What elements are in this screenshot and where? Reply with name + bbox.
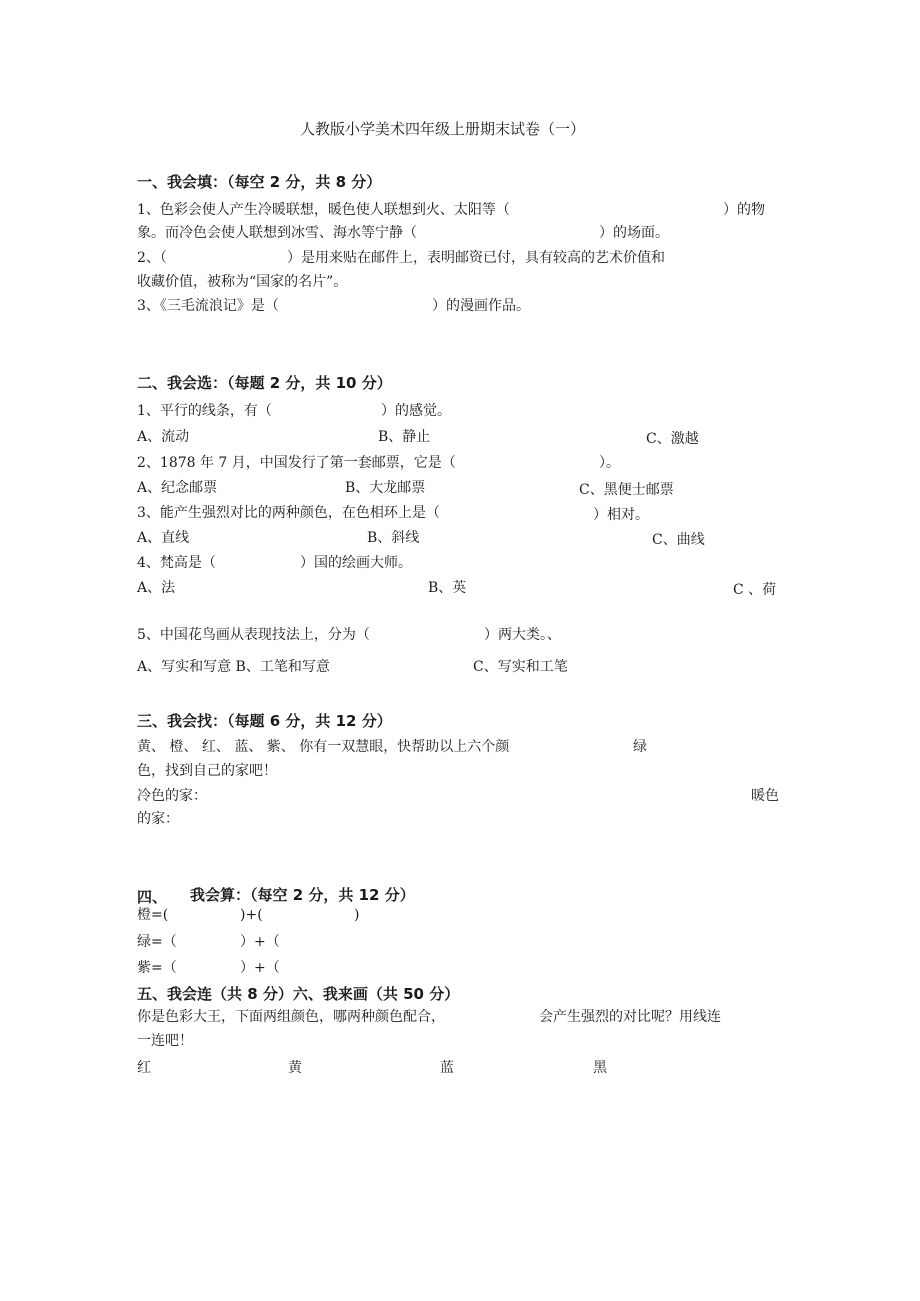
section-3-heading: 三、我会找：（每题 6 分，共 12 分） bbox=[137, 712, 392, 730]
s2-q2-option-b: B、大龙邮票 bbox=[345, 480, 426, 496]
page-title: 人教版小学美术四年级上册期末试卷（一） bbox=[300, 120, 586, 138]
s2-q1-stem-b: ）的感觉。 bbox=[381, 403, 451, 419]
color-yellow: 黄 bbox=[288, 1060, 302, 1076]
s2-q3-option-c: C、曲线 bbox=[652, 532, 705, 548]
s3-line-2: 色，找到自己的家吧！ bbox=[137, 763, 277, 779]
s2-q3-stem-a: 3、能产生强烈对比的两种颜色，在色相环上是（ bbox=[137, 505, 440, 521]
s5-line-2: 一连吧！ bbox=[137, 1033, 193, 1049]
s2-q2-option-a: A、纪念邮票 bbox=[137, 480, 218, 496]
s2-q5-option-c: C、写实和工笔 bbox=[473, 659, 568, 675]
s2-q4-option-c: C 、荷 bbox=[733, 582, 777, 598]
s2-q3-option-b: B、斜线 bbox=[367, 530, 420, 546]
s3-line-3b: 暖色 bbox=[751, 788, 779, 804]
s2-q1-stem-a: 1、平行的线条，有（ bbox=[137, 403, 272, 419]
s2-q1-option-c: C、激越 bbox=[646, 431, 699, 447]
s4-line-2a: 绿=（ bbox=[137, 934, 177, 950]
s3-line-4: 的家： bbox=[137, 811, 179, 827]
s1-line-5a: 3、《三毛流浪记》是（ bbox=[137, 298, 279, 314]
s1-line-3a: 2、（ bbox=[137, 250, 167, 266]
s2-q4-option-a: A、法 bbox=[137, 580, 176, 596]
s4-line-1c: ) bbox=[354, 907, 360, 923]
s4-line-1b: )+( bbox=[240, 907, 263, 923]
s2-q5-options-ab: A、写实和写意 B、工笔和写意 bbox=[137, 659, 330, 675]
section-5-heading: 五、我会连（共 8 分）六、我来画（共 50 分） bbox=[137, 985, 460, 1003]
s4-line-1a: 橙=( bbox=[137, 907, 169, 923]
s1-line-3b: ）是用来贴在邮件上，表明邮资已付，具有较高的艺术价值和 bbox=[287, 250, 665, 266]
s1-line-1b: ）的物 bbox=[723, 202, 765, 218]
s2-q4-stem-b: ）国的绘画大师。 bbox=[300, 555, 412, 571]
s4-line-3b: ）+（ bbox=[240, 960, 280, 976]
s2-q1-option-a: A、流动 bbox=[137, 429, 190, 445]
section-4-heading-number: 四、 bbox=[137, 888, 168, 906]
s3-line-1b: 绿 bbox=[633, 739, 647, 755]
s5-line-1a: 你是色彩大王，下面两组颜色，哪两种颜色配合， bbox=[137, 1009, 445, 1025]
s4-line-3a: 紫=（ bbox=[137, 960, 177, 976]
s5-line-1b: 会产生强烈的对比呢？用线连 bbox=[539, 1009, 721, 1025]
s2-q4-option-b: B、英 bbox=[428, 580, 467, 596]
s2-q3-stem-b: ）相对。 bbox=[593, 507, 649, 523]
s1-line-4: 收藏价值，被称为“国家的名片”。 bbox=[137, 274, 348, 290]
s1-line-2a: 象。而冷色会使人联想到冰雪、海水等宁静（ bbox=[137, 225, 417, 241]
section-1-heading: 一、我会填：（每空 2 分，共 8 分） bbox=[137, 173, 382, 191]
section-2-heading: 二、我会选：（每题 2 分，共 10 分） bbox=[137, 374, 392, 392]
s3-line-1: 黄、 橙、 红、 蓝、 紫、 你有一双慧眼，快帮助以上六个颜 bbox=[137, 739, 510, 755]
s1-line-1a: 1、色彩会使人产生冷暖联想，暖色使人联想到火、太阳等（ bbox=[137, 202, 510, 218]
s2-q5-stem-a: 5、中国花鸟画从表现技法上，分为（ bbox=[137, 627, 370, 643]
section-4-heading: 我会算：（每空 2 分，共 12 分） bbox=[190, 886, 415, 904]
s2-q1-option-b: B、静止 bbox=[378, 429, 431, 445]
s2-q5-stem-b: ）两大类。、 bbox=[484, 627, 561, 643]
color-black: 黑 bbox=[593, 1060, 607, 1076]
s2-q3-option-a: A、直线 bbox=[137, 530, 190, 546]
s1-line-5b: ）的漫画作品。 bbox=[432, 298, 530, 314]
s4-line-2b: ）+（ bbox=[240, 934, 280, 950]
s2-q2-stem-a: 2、1878 年 7 月，中国发行了第一套邮票，它是（ bbox=[137, 455, 456, 471]
color-blue: 蓝 bbox=[440, 1060, 454, 1076]
s2-q4-stem-a: 4、梵高是（ bbox=[137, 555, 216, 571]
s3-line-3: 冷色的家： bbox=[137, 788, 207, 804]
s2-q2-stem-b: ）。 bbox=[599, 455, 620, 471]
s1-line-2b: ）的场面。 bbox=[599, 225, 669, 241]
s2-q2-option-c: C、黑便士邮票 bbox=[579, 482, 674, 498]
color-red: 红 bbox=[137, 1060, 151, 1076]
